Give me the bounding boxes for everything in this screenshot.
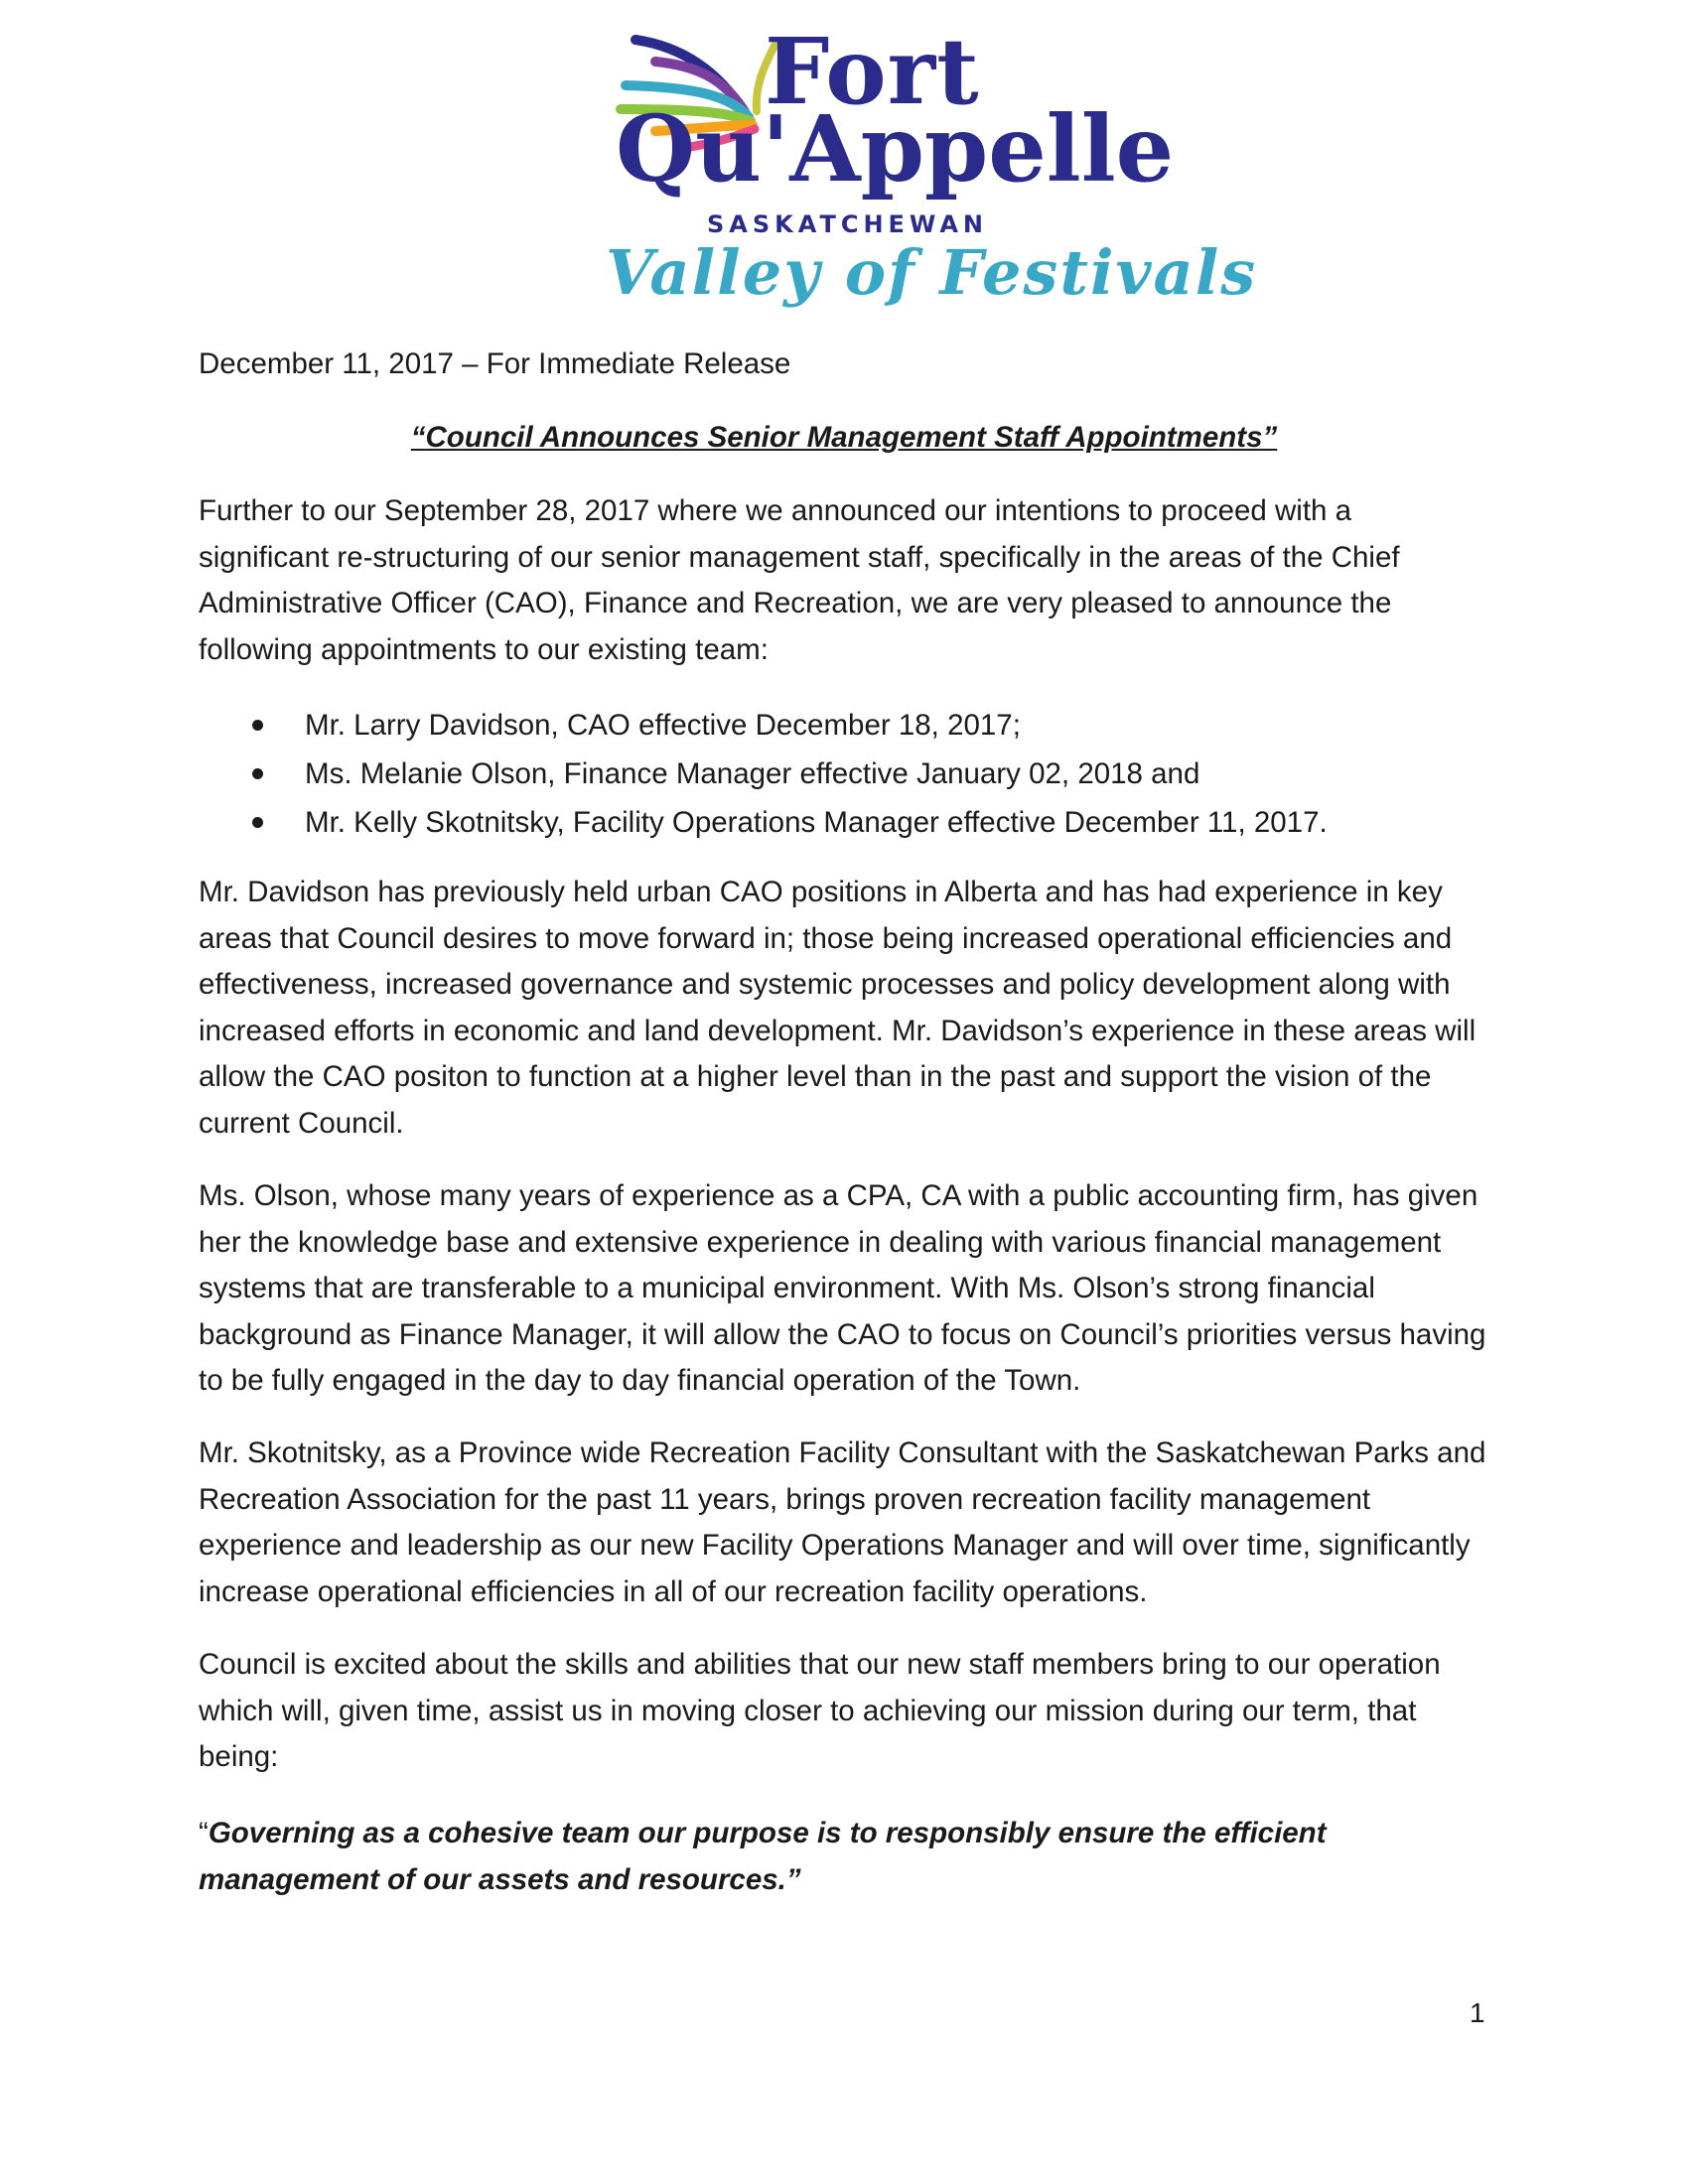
council-paragraph: Council is excited about the skills and abilities that our new staff members bring to our operation which will, given time, assist us in moving closer to achieving our mission during our term, that being:	[199, 1648, 1441, 1773]
appointment-text: Mr. Kelly Skotnitsky, Facility Operations Manager effective December 11, 2017.	[305, 806, 1328, 839]
headline: “Council Announces Senior Management Staff Appointments”	[410, 421, 1278, 454]
logo-province-text: SASKATCHEWAN	[707, 210, 988, 238]
list-item	[199, 750, 1489, 798]
list-item	[199, 701, 1489, 750]
page-number: 1	[1470, 1997, 1485, 2028]
olson-paragraph: Ms. Olson, whose many years of experience as a CPA, CA with a public accounting firm, has given her the knowledge base and extensive experience in dealing with various financial management systems that are transferable to a municipal environment. With Ms. Olson’s strong financial background as Finance Manager, it will allow the CAO to focus on Council’s priorities versus having to be fully engaged in the day to day financial operation of the Town.	[199, 1179, 1486, 1397]
intro-paragraph: Further to our September 28, 2017 where we announced our intentions to proceed with a significant re-structuring of our senior management staff, specifically in the areas of the Chief Administrative Officer (CAO), Finance and Recreation, we are very pleased to announce the following appointments to our existing team:	[199, 494, 1400, 666]
logo-fort-text: Fort	[765, 18, 980, 125]
town-logo	[606, 18, 1258, 309]
list-item	[199, 798, 1489, 847]
skotnitsky-paragraph: Mr. Skotnitsky, as a Province wide Recreation Facility Consultant with the Saskatchewan Parks and Recreation Association for the past 11 years, brings proven recreation facility management experience and leadership as our new Facility Operations Manager and will over time, significantly increase operational efficiencies in all of our recreation facility operations.	[199, 1436, 1486, 1608]
appointment-text: Mr. Larry Davidson, CAO effective December 18, 2017;	[305, 709, 1021, 742]
mission-text: Governing as a cohesive team our purpose is to responsibly ensure the efficient management of our assets and resources.”	[199, 1817, 1327, 1896]
bullet-icon	[252, 817, 263, 828]
mission-statement	[199, 1811, 1489, 1903]
logo-tagline: Valley of Festivals	[606, 236, 1258, 309]
appointments-list	[199, 701, 1489, 847]
bullet-icon	[252, 720, 263, 731]
bullet-icon	[252, 768, 263, 779]
logo-quappelle-text: Qu'Appelle	[616, 95, 1175, 203]
davidson-paragraph: Mr. Davidson has previously held urban CAO positions in Alberta and has had experience in key areas that Council desires to move forward in; those being increased operational efficiencies and effectiveness, increased governance and systemic processes and policy development along with increased efforts in economic and land development. Mr. Davidson’s experience in these areas will allow the CAO positon to function at a higher level than in the past and support the vision of the current Council.	[199, 876, 1477, 1140]
appointment-text: Ms. Melanie Olson, Finance Manager effective January 02, 2018 and	[305, 757, 1200, 790]
mission-open-quote: “	[199, 1817, 209, 1849]
dateline: December 11, 2017 – For Immediate Release	[199, 347, 791, 380]
